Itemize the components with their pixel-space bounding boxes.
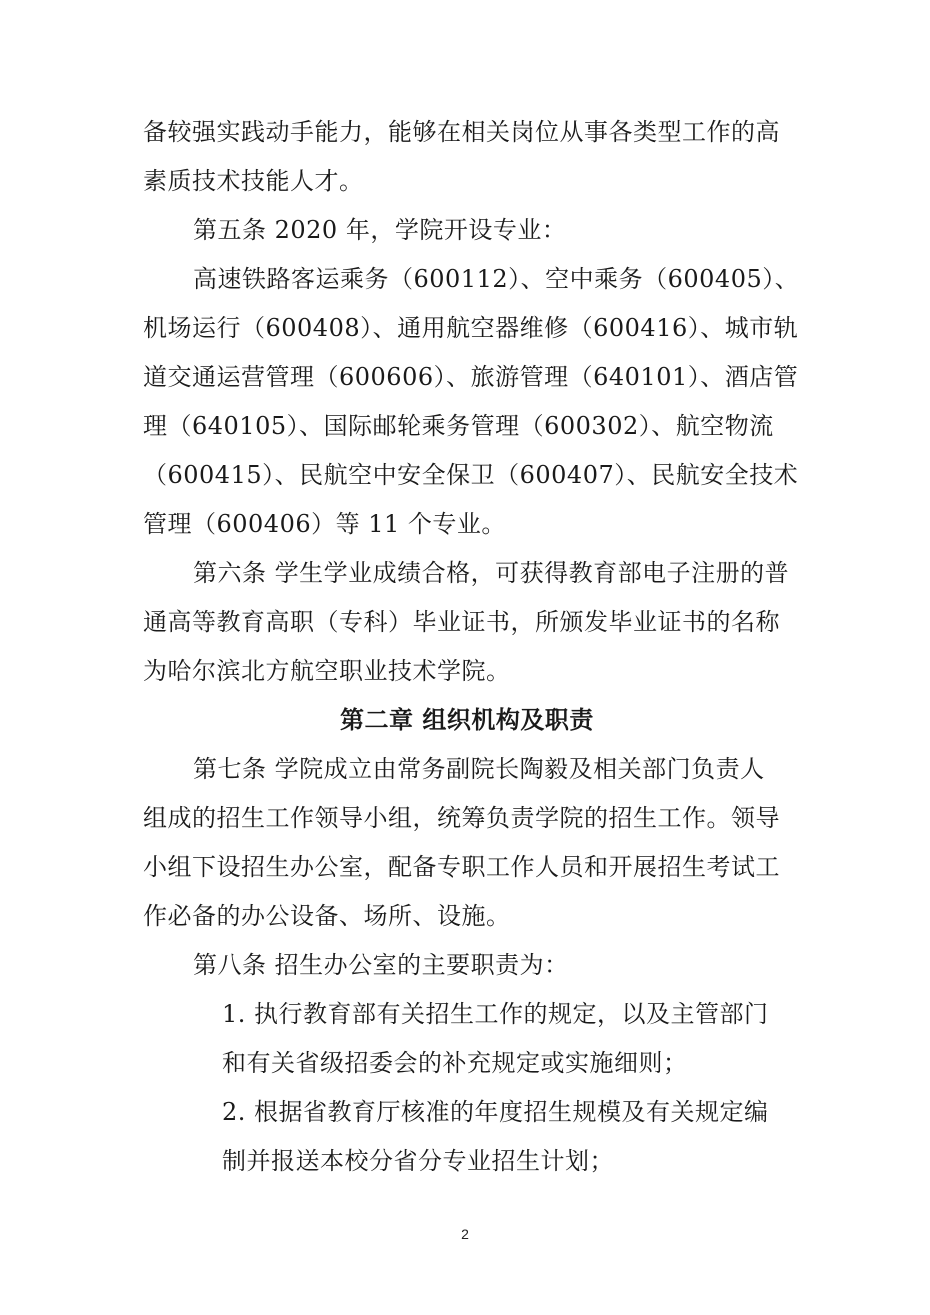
chapter-heading: 第二章 组织机构及职责 [340, 706, 594, 734]
body-text-line: （600415）、民航空中安全保卫（600407）、民航安全技术 [143, 461, 799, 489]
body-text-line: 高速铁路客运乘务（600112）、空中乘务（600405）、 [193, 265, 800, 293]
list-item-1-cont: 和有关省级招委会的补充规定或实施细则； [222, 1049, 688, 1077]
body-text-line: 理（640105）、国际邮轮乘务管理（600302）、航空物流 [143, 412, 774, 440]
article-6-line: 第六条 学生学业成绩合格，可获得教育部电子注册的普 [193, 559, 790, 587]
list-item-2-cont: 制并报送本校分省分专业招生计划； [222, 1147, 614, 1175]
body-text-line: 组成的招生工作领导小组，统筹负责学院的招生工作。领导 [143, 804, 780, 832]
list-item-1: 1. 执行教育部有关招生工作的规定，以及主管部门 [222, 1000, 769, 1028]
body-text-line: 为哈尔滨北方航空职业技术学院。 [143, 657, 511, 685]
article-7-line: 第七条 学院成立由常务副院长陶毅及相关部门负责人 [193, 755, 765, 783]
list-item-2: 2. 根据省教育厅核准的年度招生规模及有关规定编 [222, 1098, 769, 1126]
body-text-line: 道交通运营管理（600606）、旅游管理（640101）、酒店管 [143, 363, 799, 391]
article-8-line: 第八条 招生办公室的主要职责为： [193, 951, 569, 979]
article-5-line: 第五条 2020 年，学院开设专业： [193, 216, 567, 244]
body-text-line: 作必备的办公设备、场所、设施。 [143, 902, 511, 930]
body-text-line: 管理（600406）等 11 个专业。 [143, 510, 506, 538]
body-text-line: 机场运行（600408）、通用航空器维修（600416）、城市轨 [143, 314, 799, 342]
page-number: 2 [461, 1226, 469, 1242]
body-text-line: 备较强实践动手能力，能够在相关岗位从事各类型工作的高 [143, 118, 780, 146]
body-text-line: 通高等教育高职（专科）毕业证书，所颁发毕业证书的名称 [143, 608, 780, 636]
body-text-line: 素质技术技能人才。 [143, 167, 364, 195]
body-text-line: 小组下设招生办公室，配备专职工作人员和开展招生考试工 [143, 853, 780, 881]
